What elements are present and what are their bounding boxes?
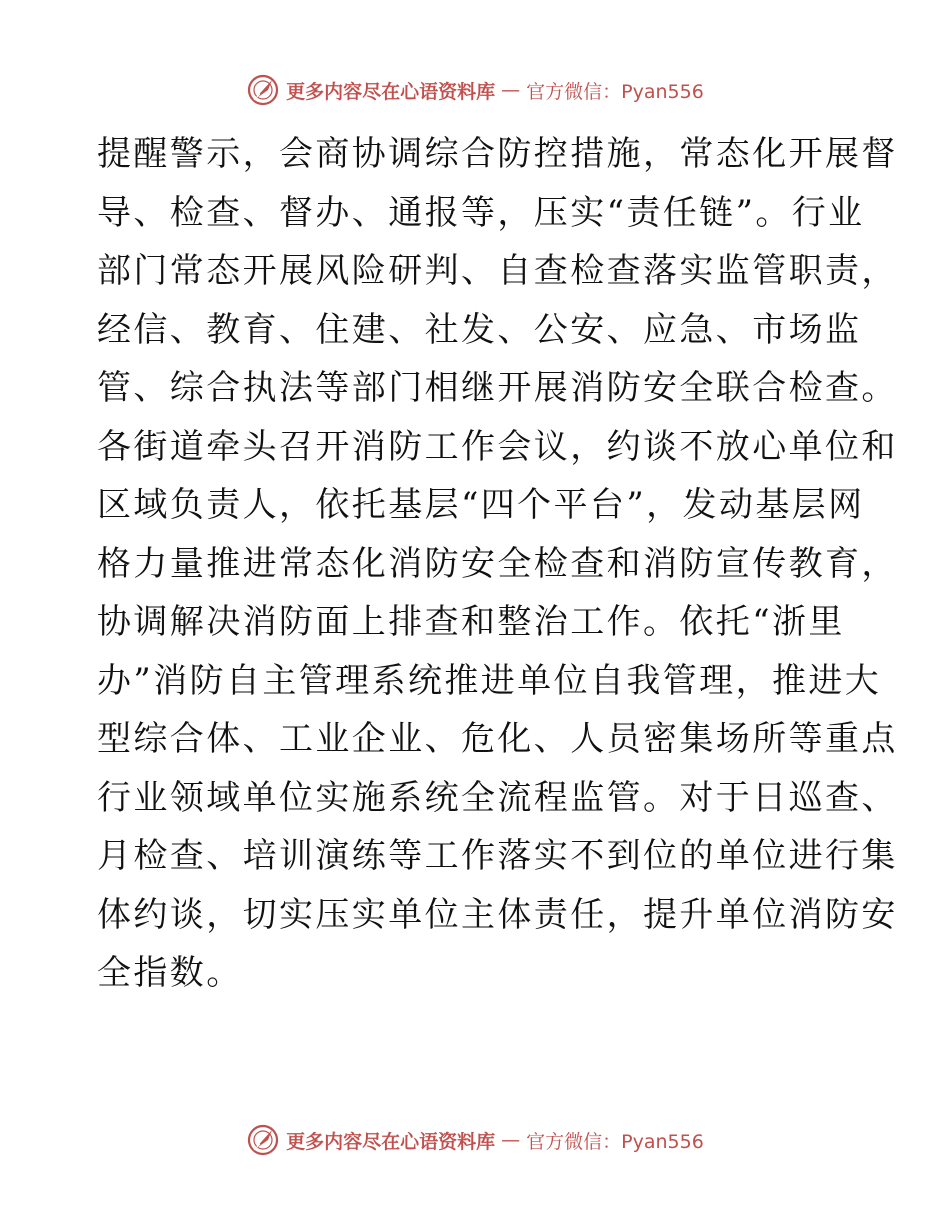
text-line: 型综合体、工业企业、危化、人员密集场所等重点 <box>97 719 898 759</box>
text-line: 导、检查、督办、通报等，压实“责任链”。行业 <box>97 192 865 233</box>
text-line: 办”消防自主管理系统推进单位自我管理，推进大 <box>97 660 882 701</box>
text-line: 提醒警示，会商协调综合防控措施，常态化开展督 <box>97 134 898 174</box>
feather-pen-logo-icon <box>246 73 280 107</box>
text-line: 月检查、培训演练等工作落实不到位的单位进行集 <box>97 836 898 876</box>
text-line: 管、综合执法等部门相继开展消防安全联合检查。 <box>97 368 898 408</box>
header-banner <box>0 70 950 110</box>
text-line: 区域负责人，依托基层“四个平台”，发动基层网 <box>97 485 865 525</box>
text-line: 全指数。 <box>97 953 243 993</box>
text-line: 行业领域单位实施系统全流程监管。对于日巡查、 <box>97 777 898 818</box>
feather-pen-logo-icon <box>246 1123 280 1157</box>
text-line: 协调解决消防面上排查和整治工作。依托“浙里 <box>97 602 845 642</box>
text-line: 经信、教育、住建、社发、公安、应急、市场监 <box>97 309 862 350</box>
document-body <box>97 125 898 1003</box>
footer-banner <box>0 1120 950 1160</box>
banner-title: 更多内容尽在心语资料库 <box>286 80 496 103</box>
text-line: 部门常态开展风险研判、自查检查落实监管职责， <box>97 251 898 291</box>
banner-title: 更多内容尽在心语资料库 <box>286 1130 496 1153</box>
banner-separator: — <box>501 1129 521 1151</box>
text-line: 各街道牵头召开消防工作会议，约谈不放心单位和 <box>97 426 898 467</box>
text-line: 体约谈，切实压实单位主体责任，提升单位消防安 <box>97 894 898 935</box>
banner-wechat-account: 官方微信：Pyan556 <box>526 80 704 103</box>
banner-separator: — <box>501 79 521 101</box>
banner-wechat-account: 官方微信：Pyan556 <box>526 1130 704 1153</box>
text-line: 格力量推进常态化消防安全检查和消防宣传教育， <box>97 543 898 584</box>
